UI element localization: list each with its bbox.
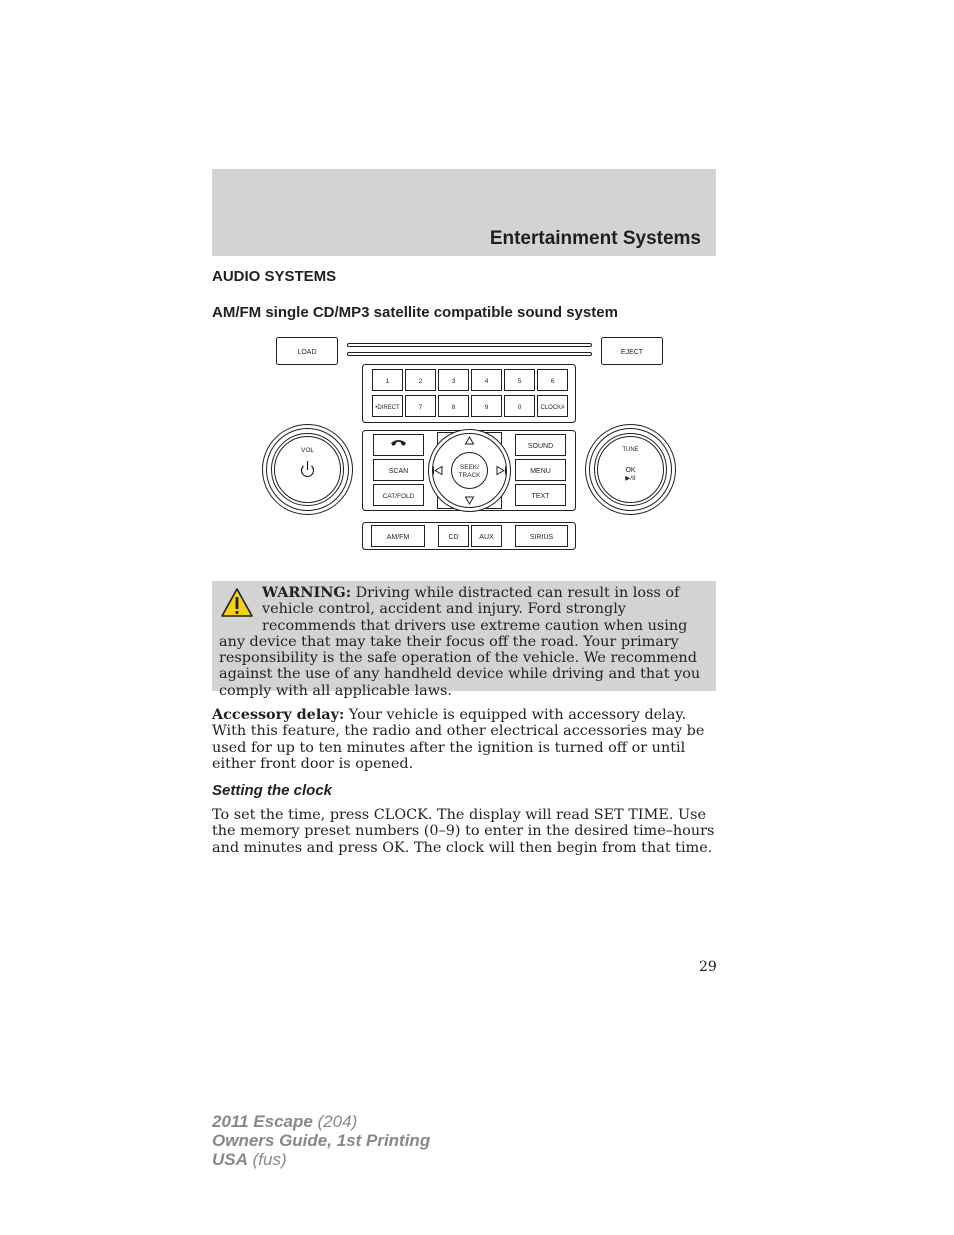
accessory-delay-text: Your vehicle is equipped with accessory delay. With this feature, the radio and other electrical accessories may be used for up to ten minutes after the ignition is turned off or until either front door is opened. [212,707,705,772]
eject-label: EJECT [620,349,644,356]
scan-label: SCAN [388,468,409,475]
text-label: TEXT [531,493,550,500]
accessory-delay-paragraph [212,707,716,772]
amfm-label: AM/FM [386,534,410,541]
aux-label: AUX [479,534,494,541]
footer [212,1112,430,1169]
sirius-label: SIRIUS [529,534,554,541]
preset-7: 7 [418,404,423,411]
cd-label: CD [448,534,459,541]
cat-fold-label: CAT/FOLD [382,493,415,500]
cd-slot [348,344,592,347]
tune-label: TUNE [622,447,639,453]
play-pause-label: ▶/II [625,475,636,482]
seek-label: SEEK/ [459,464,480,471]
clock-label: CLOCK# [540,405,565,411]
phone-icon [391,440,406,446]
footer-market: USA [212,1150,248,1169]
page-number: 29 [699,959,717,975]
warning-triangle-icon [220,587,254,619]
ok-label: OK [625,467,636,474]
footer-model: 2011 Escape [212,1112,313,1131]
audio-system-diagram [255,330,680,555]
section-heading: AUDIO SYSTEMS [212,268,337,285]
accessory-delay-label: Accessory delay: [212,706,345,723]
warning-label: WARNING: [262,584,352,601]
footer-guide: Owners Guide, 1st Printing [212,1131,431,1150]
warning-text: Driving while distracted can result in loss of vehicle control, accident and injury. Ford strongly recommends that drivers use extreme caution when using any device that may take their focus off the road. Your primary responsibility is the safe operation of the vehicle. We recommend against the use of any handheld device while driving and that you comply with all applicable laws. [219,585,701,699]
preset-6: 6 [550,378,555,385]
cd-slot-lower [348,353,592,356]
load-label: LOAD [297,349,317,356]
preset-5: 5 [517,378,522,385]
preset-2: 2 [418,378,423,385]
power-icon [302,461,314,476]
chapter-title: Entertainment Systems [489,228,701,249]
menu-label: MENU [530,468,551,475]
sound-label: SOUND [527,443,554,450]
preset-1: 1 [385,378,390,385]
warning-box [212,581,716,699]
preset-3: 3 [451,378,456,385]
preset-8: 8 [451,404,456,411]
preset-9: 9 [484,404,489,411]
setting-clock-paragraph: To set the time, press CLOCK. The display will read SET TIME. Use the memory preset numbers (0–9) to enter in the desired time–hours and minutes and press OK. The clock will then begin from that time. [212,807,715,856]
footer-model-code: (204) [317,1112,358,1131]
preset-4: 4 [484,378,489,385]
preset-0: 0 [517,404,522,411]
header-band [212,169,716,256]
vol-label: VOL [300,447,315,454]
setting-clock-heading: Setting the clock [212,782,333,799]
direct-label: •DIRECT [375,405,400,411]
sub-heading: AM/FM single CD/MP3 satellite compatible sound system [212,304,618,321]
track-label: TRACK [458,472,481,479]
footer-market-code: (fus) [252,1150,287,1169]
